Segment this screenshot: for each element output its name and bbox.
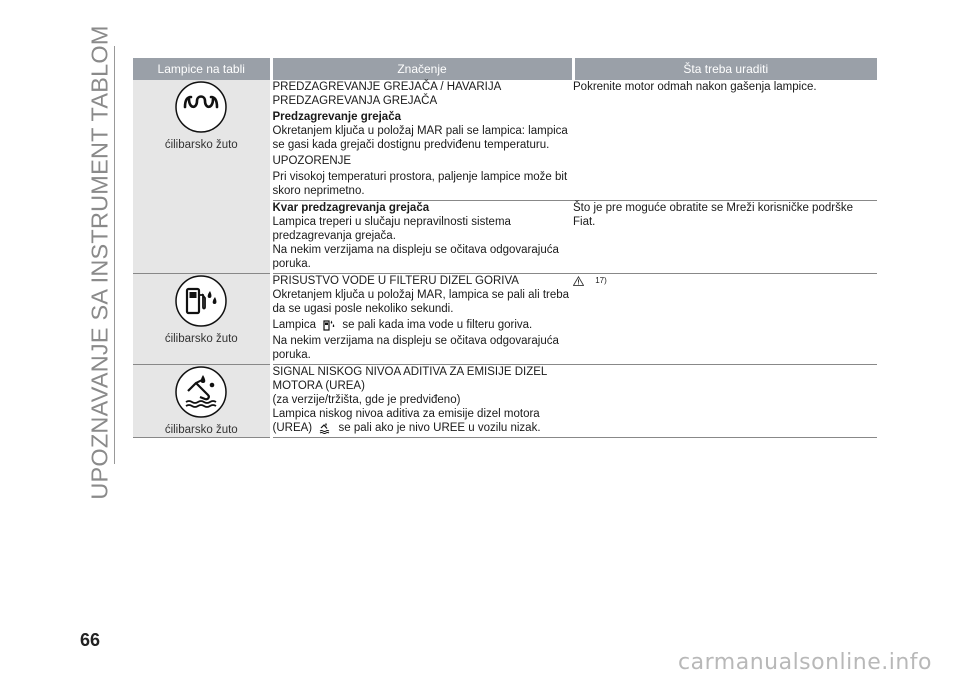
water-in-fuel-icon [323, 319, 335, 331]
action-text: Pokrenite motor odmah nakon gašenja lampice. [573, 81, 817, 93]
table-row [133, 365, 877, 438]
lamp-cell [133, 365, 271, 438]
warning-triangle-icon [573, 276, 584, 286]
meaning-text: Lampica treperi u slučaju nepravilnosti sistema predzagrevanja grejača. [272, 216, 511, 242]
glow-plug-icon [174, 80, 228, 134]
reference-number: 17) [595, 276, 607, 285]
meaning-text: (za verzije/tržišta, gde je predviđeno) [272, 394, 461, 406]
lamp-title-cont: PREDZAGREVANJA GREJAČA [272, 95, 438, 107]
water-in-fuel-icon [174, 274, 228, 328]
meaning-text-post: se pali ako je nivo UREE u vozilu nizak. [338, 422, 541, 434]
table-header-row [133, 58, 877, 80]
lamp-cell [133, 274, 271, 365]
section-title-text: UPOZNAVANJE SA INSTRUMENT TABLOM [86, 24, 113, 500]
warning-title: UPOZORENJE [272, 155, 352, 167]
side-rule [114, 46, 115, 464]
meaning-heading: Predzagrevanje grejača [272, 111, 401, 123]
action-cell [573, 201, 877, 274]
table-row [133, 80, 877, 201]
meaning-text: Okretanjem ključa u položaj MAR, lampica se pali ali treba da se ugasi posle nekoliko sekundi. [272, 289, 570, 315]
meaning-text-post: se pali kada ima vode u filteru goriva. [342, 319, 533, 331]
warning-text: Pri visokoj temperaturi prostora, paljenje lampice može bit skoro neprimetno. [272, 171, 568, 197]
meaning-text-pre: Lampica [272, 319, 316, 331]
watermark: carmanualsonline.info [678, 650, 932, 675]
lamp-cell [133, 80, 271, 274]
meaning-cell [271, 274, 573, 365]
meaning-text: Lampica niskog nivoa aditiva za emisije dizel motora [272, 408, 540, 420]
lamp-color-label: ćilibarsko žuto [164, 139, 238, 151]
meaning-cell [271, 80, 573, 201]
lamp-color-label: ćilibarsko žuto [164, 333, 238, 345]
table-row [133, 274, 877, 365]
adblue-urea-icon [319, 422, 331, 434]
page-number: 66 [80, 630, 101, 650]
meaning-text: Na nekim verzijama na displeju se očitava odgovarajuća poruka. [272, 335, 559, 361]
meaning-text: Na nekim verzijama na displeju se očitava odgovarajuća poruka. [272, 244, 559, 270]
header-meaning: Značenje [271, 58, 573, 80]
meaning-heading: Kvar predzagrevanja grejača [272, 202, 430, 214]
lamp-title: SIGNAL NISKOG NIVOA ADITIVA ZA EMISIJE DIZEL MOTORA (UREA) [272, 366, 547, 392]
header-lamp: Lampice na tabli [133, 58, 271, 80]
action-cell [573, 274, 877, 365]
warning-reference [573, 274, 877, 288]
header-action: Šta treba uraditi [573, 58, 877, 80]
action-text: Što je pre moguće obratite se Mreži korisničke podrške Fiat. [573, 202, 853, 228]
adblue-urea-icon [174, 365, 228, 419]
warning-lamps-table [133, 58, 877, 438]
meaning-text-pre: (UREA) [272, 422, 313, 434]
lamp-title: PREDZAGREVANJE GREJAČA / HAVARIJA [272, 81, 502, 93]
meaning-text: Okretanjem ključa u položaj MAR pali se lampica: lampica se gasi kada grejači dostignu predviđenu temperaturu. [272, 125, 568, 151]
meaning-text-inline [273, 318, 574, 332]
lamp-color-label: ćilibarsko žuto [164, 424, 238, 436]
meaning-cell [271, 201, 573, 274]
lamp-title: PRISUSTVO VODE U FILTERU DIZEL GORIVA [272, 275, 519, 287]
action-cell [573, 80, 877, 201]
meaning-text-inline [273, 421, 574, 435]
action-cell [573, 365, 877, 438]
meaning-cell [271, 365, 573, 438]
